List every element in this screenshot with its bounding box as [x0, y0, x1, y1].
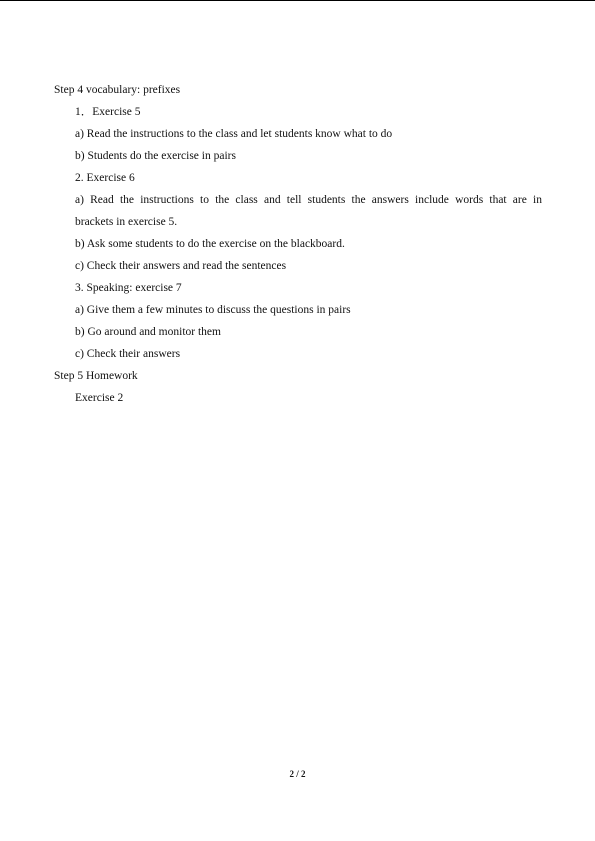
- step-4-heading: Step 4 vocabulary: prefixes: [54, 84, 181, 96]
- step-5-heading: Step 5 Homework: [54, 370, 138, 382]
- lesson-plan-body: [54, 79, 542, 409]
- exercise-6-item-b: b) Ask some students to do the exercise on the blackboard.: [75, 238, 345, 250]
- speaking-item-b: b) Go around and monitor them: [75, 326, 221, 338]
- speaking-item-c: c) Check their answers: [75, 348, 181, 360]
- homework-item: Exercise 2: [75, 392, 124, 404]
- exercise-6-heading: 2. Exercise 6: [75, 172, 135, 184]
- speaking-heading: 3. Speaking: exercise 7: [75, 282, 182, 294]
- page-number: 2 / 2: [289, 769, 306, 779]
- speaking-item-a: a) Give them a few minutes to discuss the questions in pairs: [75, 304, 351, 316]
- exercise-6-item-a-line-2: brackets in exercise 5.: [75, 216, 178, 228]
- top-border-line: [0, 0, 595, 1]
- exercise-5-item-a: a) Read the instructions to the class and let students know what to do: [75, 128, 393, 140]
- exercise-6-item-c: c) Check their answers and read the sentences: [75, 260, 287, 272]
- exercise-5-item-b: b) Students do the exercise in pairs: [75, 150, 236, 162]
- exercise-5-heading: 1．Exercise 5: [75, 106, 141, 118]
- exercise-6-item-a-line-1: a) Read the instructions to the class and tell students the answers include words that are in: [75, 194, 542, 206]
